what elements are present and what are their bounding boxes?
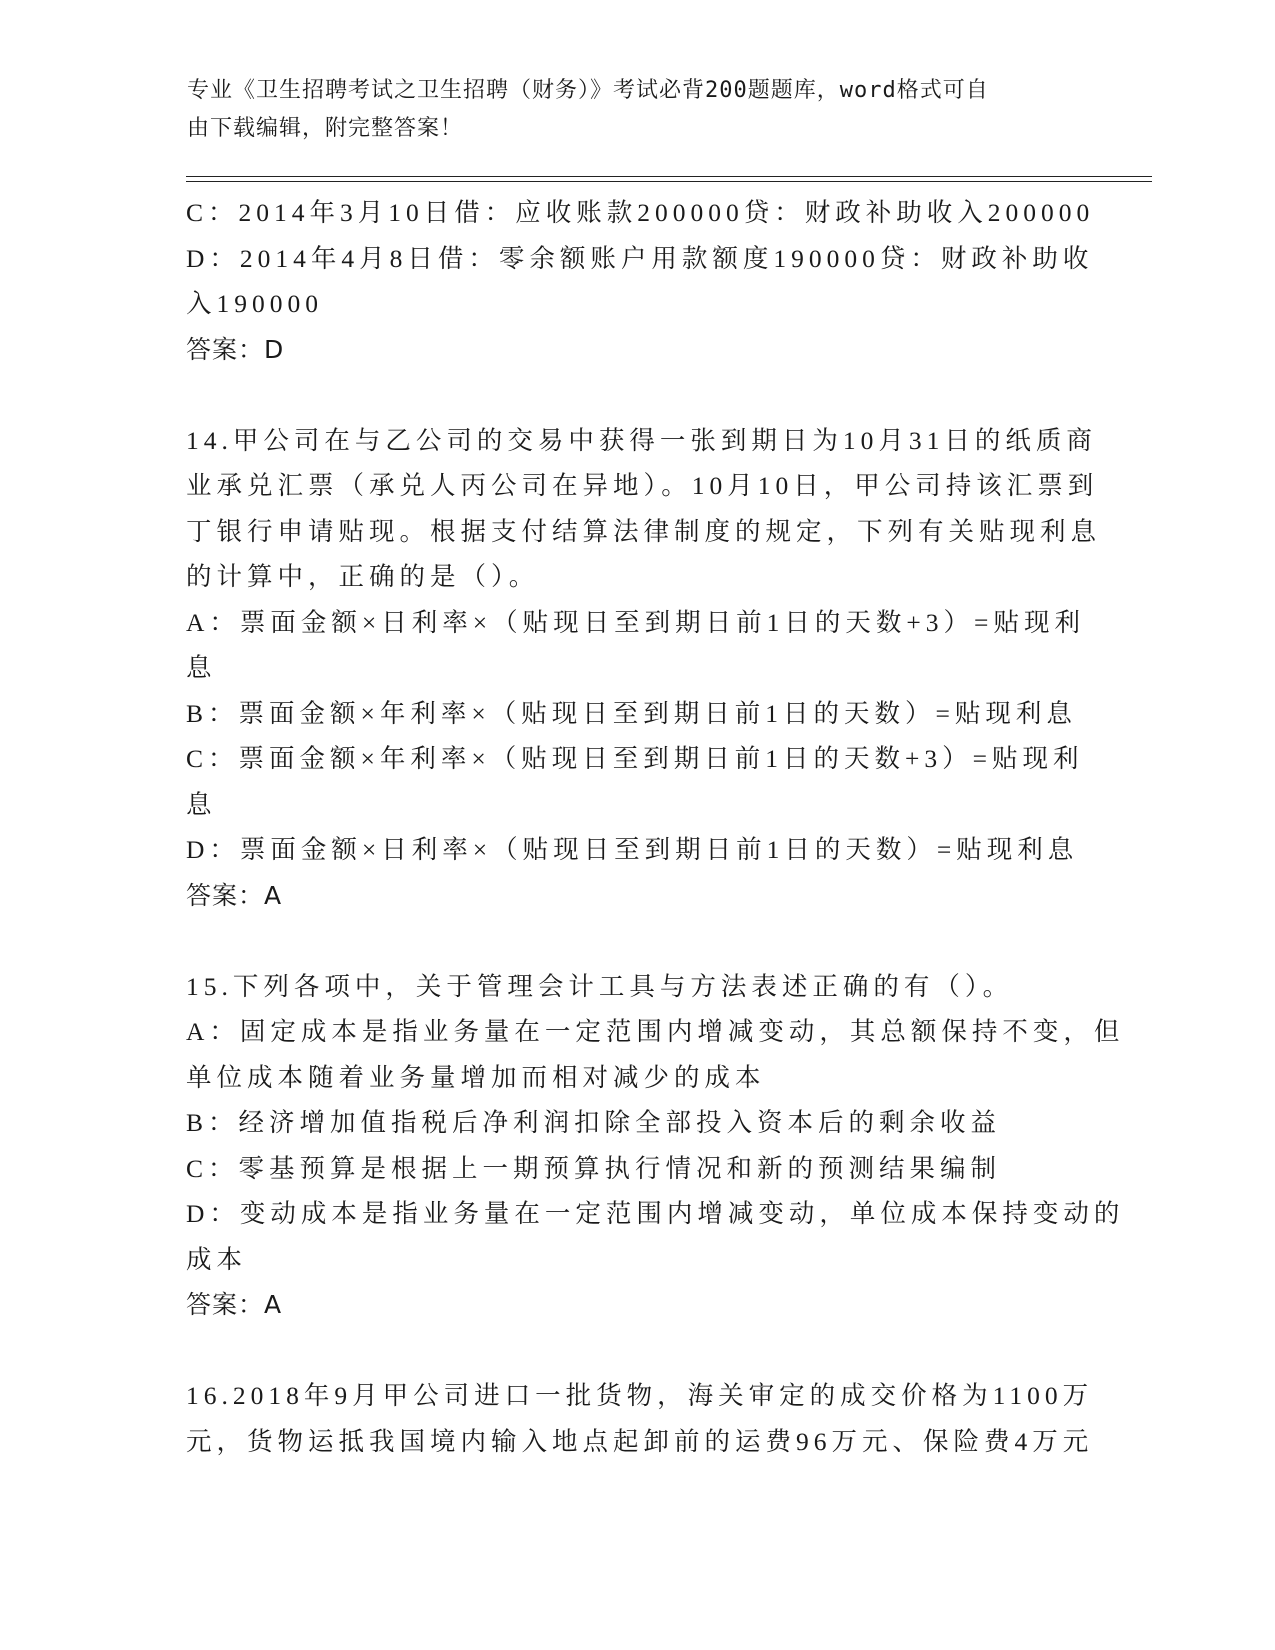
document-body — [186, 190, 1125, 1464]
document-header — [187, 72, 1087, 148]
question-13 — [186, 190, 1095, 372]
spacer — [186, 372, 1086, 418]
question-stem-cont: 业承兑汇票（承兑人丙公司在异地）。10月10日，甲公司持该汇票到 — [186, 471, 1099, 500]
spacer — [186, 918, 1086, 964]
option-a-cont: 单位成本随着业务量增加而相对减少的成本 — [186, 1062, 766, 1092]
answer: 答案：A — [186, 880, 283, 910]
option-d-cont: 成本 — [186, 1244, 248, 1274]
question-14 — [186, 418, 1102, 919]
option-c: C：2014年3月10日借：应收账款200000贷：财政补助收入200000 — [186, 198, 1095, 227]
question-stem-cont: 的计算中，正确的是（）。 — [186, 562, 540, 591]
option-c-cont: 息 — [186, 789, 217, 819]
answer: 答案：D — [186, 334, 285, 364]
option-c: C：票面金额×年利率×（贴现日至到期日前1日的天数+3）=贴现利 — [186, 744, 1084, 773]
header-line-1: 专业《卫生招聘考试之卫生招聘（财务）》考试必背200题题库，word格式可自 — [187, 78, 989, 103]
question-stem-cont: 丁银行申请贴现。根据支付结算法律制度的规定，下列有关贴现利息 — [186, 516, 1102, 546]
question-16 — [186, 1373, 1094, 1464]
answer: 答案：A — [186, 1290, 283, 1319]
question-stem: 16.2018年9月甲公司进口一批货物，海关审定的成交价格为1100万 — [186, 1381, 1094, 1410]
spacer — [186, 1328, 1086, 1374]
header-line-2: 由下载编辑，附完整答案！ — [187, 116, 464, 141]
option-d-cont: 入190000 — [186, 289, 324, 318]
option-a-cont: 息 — [186, 653, 217, 682]
option-c: C：零基预算是根据上一期预算执行情况和新的预测结果编制 — [186, 1153, 1002, 1183]
option-a: A：固定成本是指业务量在一定范围内增减变动，其总额保持不变，但 — [186, 1017, 1125, 1046]
option-d: D：票面金额×日利率×（贴现日至到期日前1日的天数）=贴现利息 — [186, 835, 1079, 864]
option-d: D：变动成本是指业务量在一定范围内增减变动，单位成本保持变动的 — [186, 1199, 1125, 1228]
option-d: D：2014年4月8日借：零余额账户用款额度190000贷：财政补助收 — [186, 243, 1094, 273]
option-b: B：票面金额×年利率×（贴现日至到期日前1日的天数）=贴现利息 — [186, 698, 1077, 728]
header-rule-bottom — [186, 181, 1152, 182]
option-b: B：经济增加值指税后净利润扣除全部投入资本后的剩余收益 — [186, 1108, 1002, 1137]
option-a: A：票面金额×日利率×（贴现日至到期日前1日的天数+3）=贴现利 — [186, 607, 1085, 637]
header-rule-top — [186, 176, 1152, 177]
question-stem: 15.下列各项中，关于管理会计工具与方法表述正确的有（）。 — [186, 971, 1014, 1001]
question-stem: 14.甲公司在与乙公司的交易中获得一张到期日为10月31日的纸质商 — [186, 425, 1097, 455]
question-stem-cont: 元，货物运抵我国境内输入地点起卸前的运费96万元、保险费4万元 — [186, 1426, 1094, 1456]
question-15 — [186, 964, 1125, 1328]
